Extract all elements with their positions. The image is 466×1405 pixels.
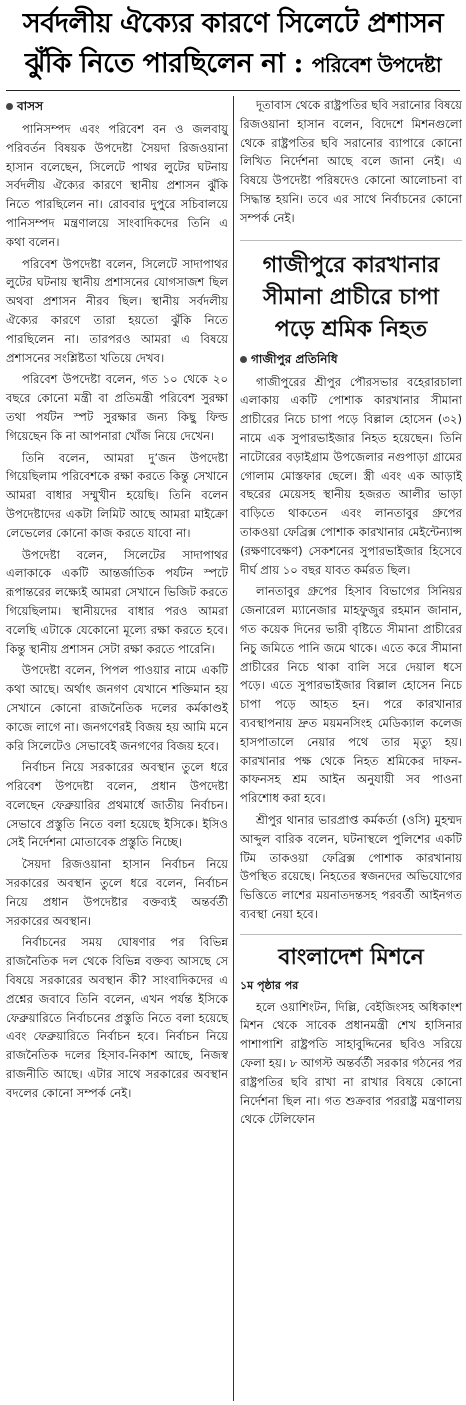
bullet-icon <box>240 356 247 363</box>
headline-line1: সর্বদলীয় ঐক্যের কারণে সিলেটে প্রশাসন <box>22 8 444 39</box>
story2-headline: গাজীপুরে কারখানার সীমানা প্রাচীরে চাপা পড়ে শ্রমিক নিহত <box>240 240 462 345</box>
article-paragraph: উপদেষ্টা বলেন, সিলেটের সাদাপাথর এলাকাকে একটি আন্তর্জাতিক পর্যটন স্পটে রূপান্তরের লক্ষ্যেই আমরা সেখানে ভিজিট করতে গিয়েছিলাম। স্থানীয়দের বাধার পরও আমরা বলেছি এটাকে যেকোনো মূল্যে রক্ষা করতে হবে। কিন্তু স্থানীয় প্রশাসন সেটা রক্ষা করতে পারেনি। <box>6 547 228 656</box>
article-paragraph: নির্বাচনের সময় ঘোষণার পর বিভিন্ন রাজনৈতিক দল থেকে বিভিন্ন বক্তব্য আসছে সে বিষয়ে সরকারের অবস্থান কী? সাংবাদিকদের এ প্রশ্নের জবাবে তিনি বলেন, এখন পর্যন্ত ইসিকে ফেব্রুয়ারিতে নির্বাচনের প্রস্তুতি নিতে বলা হয়েছে এবং ফেব্রুয়ারিতে নির্বাচন হবে। নির্বাচন নিয়ে রাজনৈতিক দলের হিসাব-নিকাশ আছে, নিজস্ব রাজনীতি আছে। এটার সাথে সরকারের অবস্থান বদলের কোনো সম্পর্ক নেই। <box>6 935 228 1100</box>
story3-headline: বাংলাদেশ মিশনে <box>240 934 462 973</box>
headline-attribution: পরিবেশ উপদেষ্টা <box>311 53 442 77</box>
story2-dateline <box>240 351 462 371</box>
headline-line2-wrap <box>4 44 462 85</box>
left-column <box>6 96 228 1106</box>
story2-paragraph: গাজীপুরের শ্রীপুর পৌরসভার বহেরারচালা এলাকায় একটি পোশাক কারখানার সীমানা প্রাচীরের নিচে চাপা পড়ে বিল্লাল হোসেন (৩২) নামে এক সুপারভাইজার নিহত হয়েছেন। তিনি নাটোরের বড়াইগ্রাম উপজেলার নগুপাড়া গ্রামের গোলাম মোস্তফার ছেলে। স্ত্রী এবং এক আড়াই বছরের মেয়েসহ স্থানীয় হজরত আলীর ভাড়া বাড়িতে থাকতেন এবং লানতাবুর গ্রুপের তাকওয়া ফেব্রিক্স পোশাক কারখানার মেইন্টেন্যান্স (রক্ষণাবেক্ষণ) সেকশনের সুপারভাইজার হিসেবে দীর্ঘ প্রায় ১০ বছর যাবত কর্মরত ছিল। <box>240 374 462 577</box>
dateline-text: বাসস <box>17 99 44 113</box>
story2-dateline-text: গাজীপুর প্রতিনিধি <box>251 351 338 366</box>
story2-paragraph: লানতাবুর গ্রুপের হিসাব বিভাগের সিনিয়র জেনারেল ম্যানেজার মাহফুজুর রহমান জানান, গত কয়েক দিনের ভারী বৃষ্টিতে সীমানা প্রাচীরের নিচু জমিতে পানি জমে থাকে। এতে করে সীমানা প্রাচীরের নিচে থাকা বালি সরে দেয়াল ধসে পড়ে। এতে সুপারভাইজার বিল্লাল হোসেন নিচে চাপা পড়ে আহত হন। পরে কারখানার ব্যবস্থাপনায় দ্রুত ময়মনসিংহ মেডিক্যাল কলেজ হাসপাতালে নেয়ার পথে তার মৃত্যু হয়। কারখানার পক্ষ থেকে নিহত শ্রমিকের দাফন-কাফনসহ শ্রম আইন অনুযায়ী সব পাওনা পরিশোধ করা হবে। <box>240 584 462 806</box>
headline-line2: ঝুঁকি নিতে পারছিলেন না : <box>24 48 303 79</box>
headline-rule <box>6 90 460 91</box>
article-paragraph: উপদেষ্টা বলেন, পিপল পাওয়ার নামে একটি কথা আছে। অর্থাৎ জনগণ যেখানে শক্তিমান হয় সেখানে কোনো রাজনৈতিক দলের কর্মকাণ্ডই কাজে লাগে না। জনগণেরই বিজয় হয় আমি মনে করি সিলেটেও সেভাবেই জনগণের বিজয় হবে। <box>6 663 228 753</box>
dateline <box>6 98 228 118</box>
main-headline <box>4 4 462 85</box>
article-paragraph: তিনি বলেন, আমরা দু’জন উপদেষ্টা গিয়েছিলাম পরিবেশকে রক্ষা করতে কিন্তু সেখানে আমরা বাধার সম্মুখীন হয়েছি। তিনি বলেন উপদেষ্টাদের একটা লিমিট আছে আমরা মাইক্রো লেভেলের কোনো কাজ করতে যাবো না। <box>6 450 228 540</box>
article-paragraph: নির্বাচন নিয়ে সরকারের অবস্থান তুলে ধরে পরিবেশ উপদেষ্টা বলেন, প্রধান উপদেষ্টা বলেছেন ফেব্রুয়ারির প্রথমার্ধে জাতীয় নির্বাচন। সেভাবে প্রস্তুতি নিতে বলা হয়েছে ইসিকে। ইসিও সেই নির্দেশনা মোতাবেক প্রস্তুতি নিচ্ছে। <box>6 760 228 850</box>
article-paragraph: পরিবেশ উপদেষ্টা বলেন, সিলেটে সাদাপাথর লুটের ঘটনায় স্থানীয় প্রশাসনের যোগসাজশ ছিল অথবা প্রশাসন নীরব ছিল। স্থানীয় সর্বদলীয় ঐক্যের কারণে তারা হয়তো ঝুঁকি নিতে পারছিলেন না। তারপরও আমরা এ বিষয়ে প্রশাসনের সংশ্লিষ্টতা খতিয়ে দেখব। <box>6 256 228 365</box>
column-divider <box>233 96 234 1401</box>
story2-paragraph: শ্রীপুর থানার ভারপ্রাপ্ত কর্মকর্তা (ওসি) মুহম্মদ আব্দুল বারিক বলেন, ঘটনাস্থলে পুলিশের একটি টিম তাকওয়া ফেব্রিক্স পোশাক কারখানায় উপস্থিত রয়েছে। নিহতের স্বজনদের অভিযোগের ভিত্তিতে লাশের ময়নাতদন্তসহ পরবর্তী আইনগত ব্যবস্থা নেয়া হবে। <box>240 812 462 921</box>
article-paragraph: সৈয়দা রিজওয়ানা হাসান নির্বাচন নিয়ে সরকারের অবস্থান তুলে ধরে বলেন, নির্বাচন নিয়ে প্রধান উপদেষ্টার বক্তব্যই অন্তর্বর্তী সরকারের অবস্থান। <box>6 857 228 928</box>
article-paragraph: পরিবেশ উপদেষ্টা বলেন, গত ১০ থেকে ২০ বছরে কোনো মন্ত্রী বা প্রতিমন্ত্রী পরিবেশ সুরক্ষা তথা পর্যটন স্পট সুরক্ষার জন্য কিছু ফিল্ড গিয়েছেন কি না আপনারা খোঁজ নিয়ে দেখেন। <box>6 372 228 443</box>
continued-paragraph: দূতাবাস থেকে রাষ্ট্রপতির ছবি সরানোর বিষয়ে রিজওয়ানা হাসান বলেন, বিদেশে মিশনগুলো থেকে রাষ্ট্রপতির ছবি সরানোর ব্যাপারে কোনো লিখিত নির্দেশনা আছে বলে জানা নেই। এ বিষয়ে উপদেষ্টা পরিষদেও কোনো আলোচনা বা সিদ্ধান্ত হয়নি। তবে এর সাথে নির্বাচনের কোনো সম্পর্ক নেই। <box>240 98 462 225</box>
story3-continued-from: ১ম পৃষ্ঠার পর <box>240 978 299 992</box>
story3-paragraph: হলে ওয়াশিংটন, দিল্লি, বেইজিংসহ অধিকাংশ মিশন থেকে সাবেক প্রধানমন্ত্রী শেখ হাসিনার পাশাপাশি রাষ্ট্রপতি সাহাবুদ্দিনের ছবিও সরিয়ে ফেলা হয়। ৮ আগস্ট অন্তর্বর্তী সরকার গঠনের পর রাষ্ট্রপতির ছবি রাখা না রাখার বিষয়ে কোনো নির্দেশনা ছিল না। গত শুক্রবার পররাষ্ট্র মন্ত্রণালয় থেকে টেলিফোন <box>240 999 462 1127</box>
article-paragraph: পানিসম্পদ এবং পরিবেশ বন ও জলবায়ু পরিবর্তন বিষয়ক উপদেষ্টা সৈয়দা রিজওয়ানা হাসান বলেছেন, সিলেটে পাথর লুটের ঘটনায় সর্বদলীয় ঐক্যের কারণে স্থানীয় প্রশাসন ঝুঁকি নিতে পারছিলেন না। রোববার দুপুরে সচিবালয়ে পানিসম্পদ মন্ত্রণালয়ে সাংবাদিকদের তিনি এ কথা বলেন। <box>6 122 228 249</box>
bullet-icon <box>6 103 13 110</box>
right-column <box>240 96 462 1132</box>
